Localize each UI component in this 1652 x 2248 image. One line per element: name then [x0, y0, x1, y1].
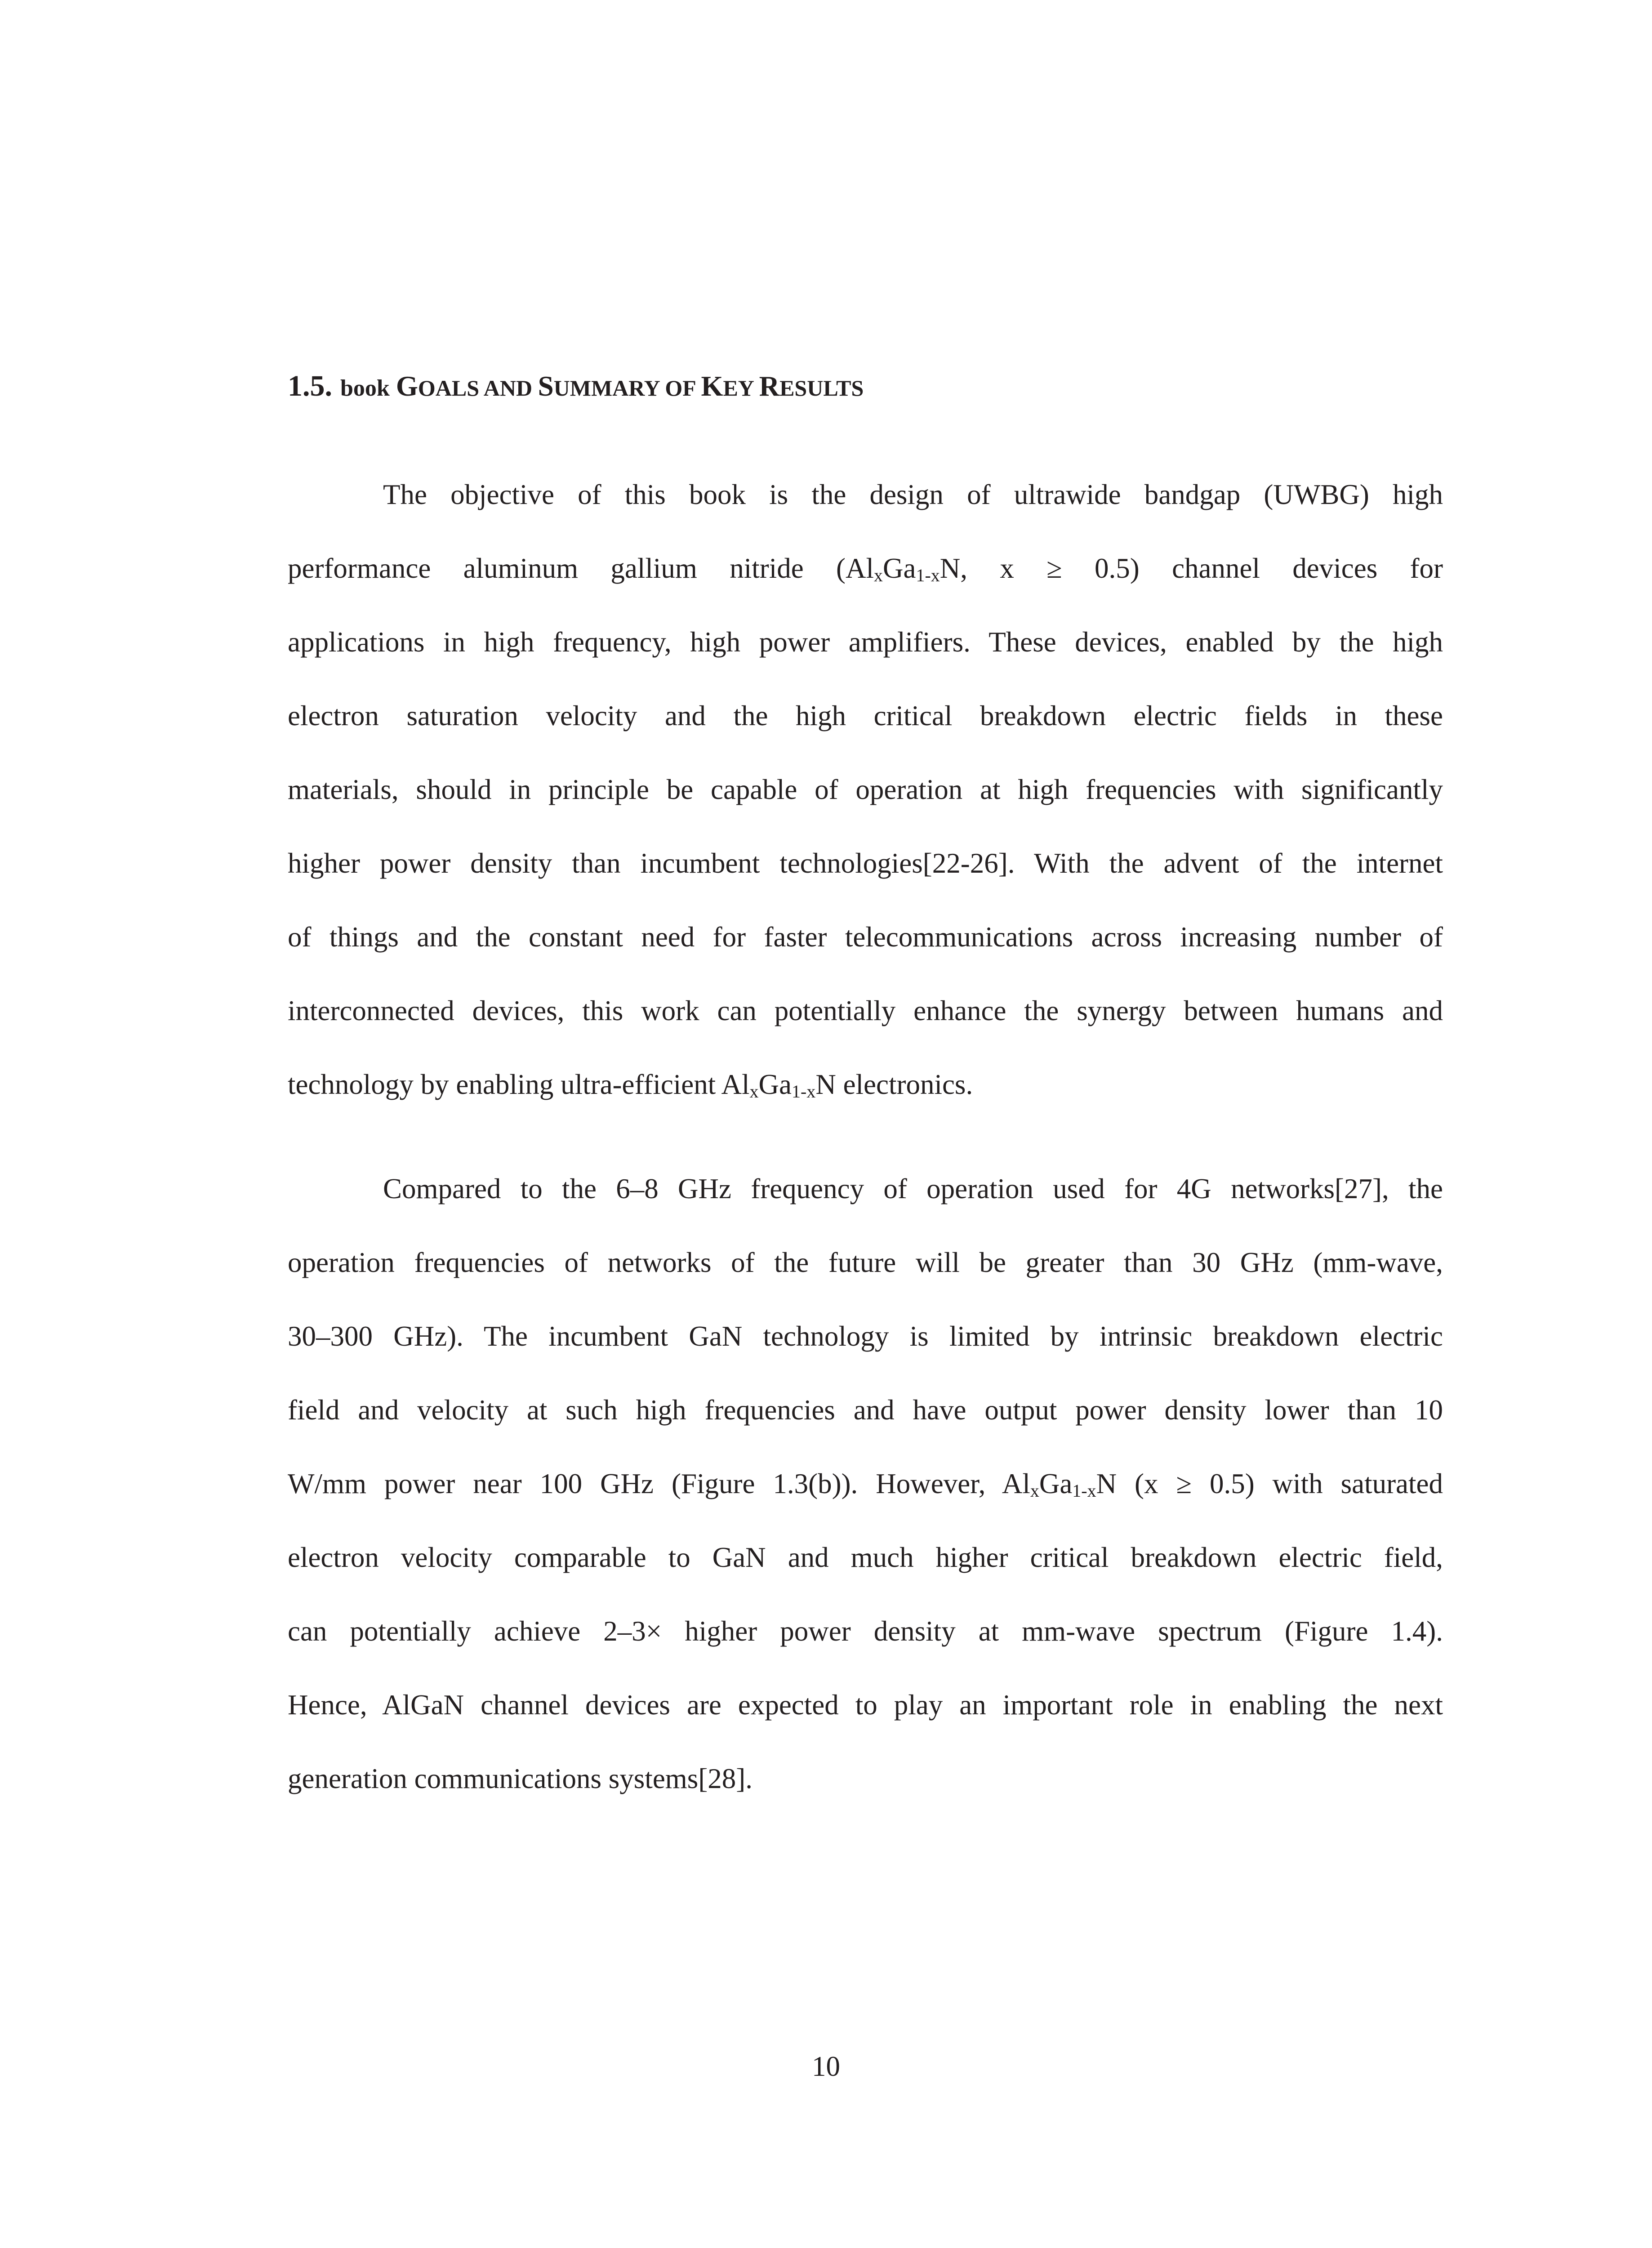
heading-summary-rest: UMMARY OF: [553, 375, 701, 401]
paragraph-1-line: applications in high frequency, high power amplifiers. These devices, enabled by the high: [288, 626, 1443, 658]
paragraph-1-line: technology by enabling ultra-efficient $Al_xGa_{1-x}N$ electronics.: [288, 1069, 973, 1102]
heading-goals-rest: OALS AND: [418, 375, 538, 401]
paragraph-1-line: of things and the constant need for faster telecommunications across increasing number of: [288, 921, 1443, 953]
heading-results-cap: R: [759, 370, 780, 402]
paragraph-2: [288, 1152, 1443, 1815]
paragraph-1-line: electron saturation velocity and the high critical breakdown electric fields in these: [288, 700, 1443, 731]
heading-key-cap: K: [701, 370, 723, 402]
paragraph-2-line: electron velocity comparable to GaN and much higher critical breakdown electric field,: [288, 1542, 1443, 1573]
paragraph-2-line: can potentially achieve 2–3× higher power density at mm-wave spectrum (Figure 1.4).: [288, 1615, 1443, 1647]
paragraph-2-line: W/mm power near 100 GHz (Figure 1.3(b)). However, $Al_xGa_{1-x}N$ (x ≥ 0.5) with saturated: [288, 1468, 1443, 1501]
heading-key-rest: EY: [723, 375, 759, 401]
paragraph-1-line: materials, should in principle be capable of operation at high frequencies with significantly: [288, 774, 1443, 805]
paragraph-2-line: generation communications systems[28].: [288, 1763, 753, 1794]
section-heading-prefix: book: [340, 375, 390, 401]
paragraph-2-line: Hence, AlGaN channel devices are expected to play an important role in enabling the next: [288, 1689, 1443, 1721]
paragraph-1-line: higher power density than incumbent technologies[22-26]. With the advent of the internet: [288, 847, 1443, 879]
paragraph-1: [288, 458, 1443, 1121]
page-number: 10: [812, 2051, 840, 2082]
heading-goals-cap: G: [396, 370, 418, 402]
paragraph-2-line: field and velocity at such high frequencies and have output power density lower than 10: [288, 1394, 1443, 1426]
heading-summary-cap: S: [538, 370, 554, 402]
paragraph-1-line: performance aluminum gallium nitride ($Al_xGa_{1-x}N$, x ≥ 0.5) channel devices for: [288, 553, 1443, 585]
paragraph-2-line: operation frequencies of networks of the future will be greater than 30 GHz (mm-wave,: [288, 1247, 1443, 1278]
paragraph-2-line: Compared to the 6–8 GHz frequency of operation used for 4G networks[27], the: [383, 1173, 1443, 1204]
section-heading: [288, 371, 864, 401]
heading-results-rest: ESULTS: [779, 375, 864, 401]
paragraph-1-line: interconnected devices, this work can potentially enhance the synergy between humans and: [288, 995, 1443, 1026]
paragraph-2-line: 30–300 GHz). The incumbent GaN technology is limited by intrinsic breakdown electric: [288, 1320, 1443, 1352]
section-number: 1.5.: [288, 370, 332, 402]
paragraph-1-line: The objective of this book is the design of ultrawide bandgap (UWBG) high: [383, 479, 1443, 510]
